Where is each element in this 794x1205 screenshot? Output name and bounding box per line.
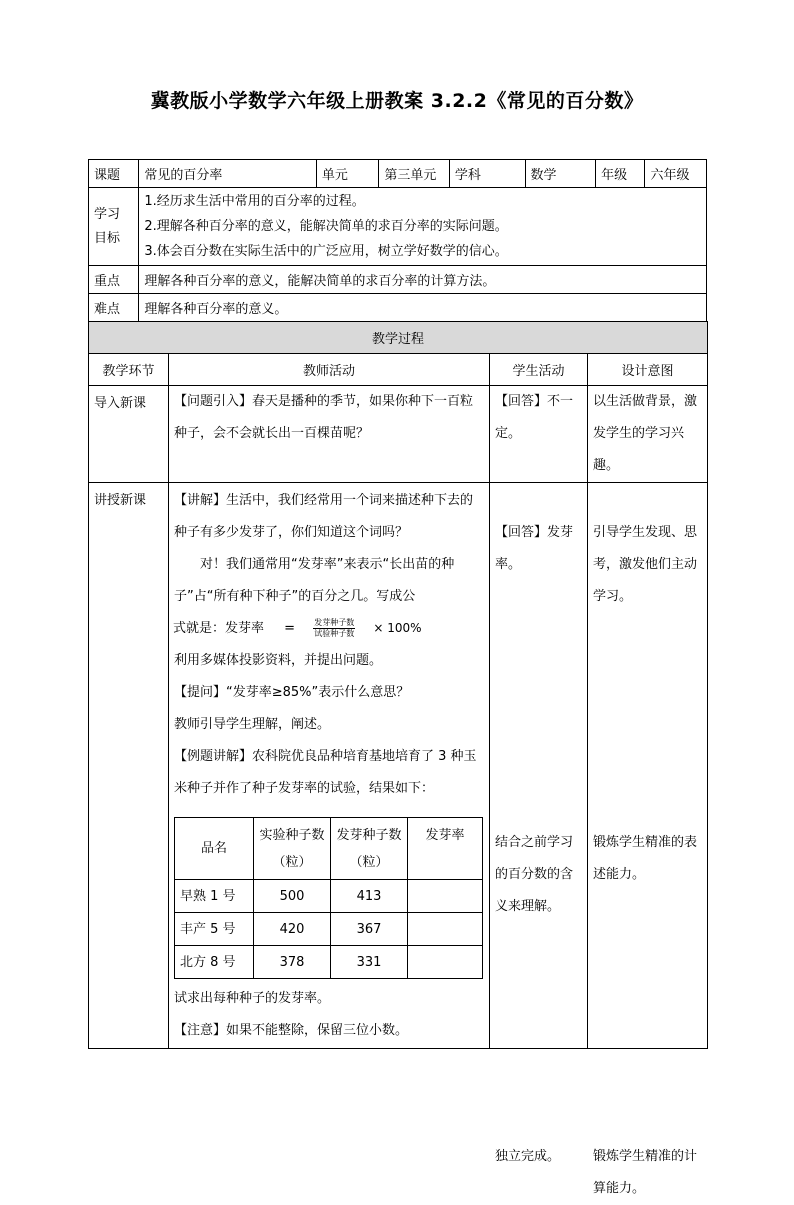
student-understand: 结合之前学习的百分数的含义来理解。 [495, 835, 574, 914]
note-tag: 【注意】 [174, 1023, 227, 1038]
grade-label: 年级 [596, 160, 645, 188]
student-answer: 【回答】发芽率。 [495, 525, 574, 572]
intent-calculation: 锻炼学生精准的计算能力。 [593, 1149, 698, 1196]
explain-para2: 对！我们通常用“发芽率”来表示“长出苗的种子”占“所有种下种子”的百分之几。写成公 [174, 557, 455, 604]
teacher-intro [169, 386, 490, 483]
question-intro-text: 春天是播种的季节，如果你种下一百粒种子，会不会就长出一百棵苗呢？ [174, 394, 474, 441]
objectives-list [139, 188, 707, 266]
formula-right: × 100% [373, 621, 422, 635]
germ-header: 发芽率 [408, 818, 483, 880]
lesson-info-table [88, 159, 707, 322]
germ-header: 实验种子数（粒） [254, 818, 331, 880]
formula-fraction [313, 618, 355, 639]
formula-left: 发芽率 [225, 621, 265, 636]
header-stage: 教学环节 [89, 354, 169, 386]
example-tag: 【例题讲解】 [174, 749, 253, 764]
header-student: 学生活动 [490, 354, 588, 386]
germ-cell: 378 [254, 946, 331, 979]
student-intro [490, 386, 588, 483]
grade-value: 六年级 [645, 160, 707, 188]
intent-intro-text: 以生活做背景，激发学生的学习兴趣。 [593, 394, 698, 473]
germ-header: 发芽种子数（粒） [331, 818, 408, 880]
subject-value: 数学 [525, 160, 596, 188]
explain-tag: 【讲解】 [174, 493, 227, 508]
objective-item: 2.理解各种百分率的意义，能解决简单的求百分率的实际问题。 [144, 219, 508, 234]
unit-label: 单元 [316, 160, 379, 188]
difficulty-label: 难点 [89, 294, 139, 322]
header-intent: 设计意图 [588, 354, 708, 386]
germ-header: 品名 [175, 818, 254, 880]
stage-intro: 导入新课 [89, 386, 169, 483]
intent-discover: 引导学生发现、思考，激发他们主动学习。 [593, 525, 698, 604]
germ-cell [408, 946, 483, 979]
objective-item: 1.经历求生活中常用的百分率的过程。 [144, 194, 365, 209]
topic-value: 常见的百分率 [139, 160, 316, 188]
intent-expression: 锻炼学生精准的表述能力。 [593, 835, 698, 882]
objectives-label [89, 188, 139, 266]
germ-cell [408, 913, 483, 946]
difficulty-text: 理解各种百分率的意义。 [139, 294, 707, 322]
document-title: 冀教版小学数学六年级上册教案 3.2.2《常见的百分数》 [150, 90, 644, 112]
formula-prefix: 式就是： [173, 621, 226, 636]
germination-table [174, 817, 483, 979]
germ-cell: 367 [331, 913, 408, 946]
objectives-label-line2: 目标 [94, 230, 121, 246]
intent-intro [588, 386, 708, 483]
formula-equals: = [284, 621, 296, 636]
question-text: “发芽率≥85%”表示什么意思？ [226, 685, 410, 700]
key-point-text: 理解各种百分率的意义，能解决简单的求百分率的计算方法。 [139, 266, 707, 294]
germ-cell: 420 [254, 913, 331, 946]
germ-cell: 331 [331, 946, 408, 979]
objectives-label-line1: 学习 [94, 206, 121, 222]
germ-cell [408, 880, 483, 913]
formula-denominator: 试验种子数 [314, 629, 355, 638]
objective-item: 3.体会百分数在实际生活中的广泛应用，树立学好数学的信心。 [144, 244, 508, 259]
teaching-process-table [88, 321, 708, 1196]
unit-value: 第三单元 [379, 160, 450, 188]
teacher-new-lesson [169, 483, 490, 1049]
formula-block [173, 612, 422, 644]
germ-cell: 北方 8 号 [175, 946, 254, 979]
stage-new-lesson: 讲授新课 [89, 483, 169, 1049]
task-text: 试求出每种种子的发芽率。 [174, 991, 331, 1006]
guide-text: 教师引导学生理解，阐述。 [174, 717, 331, 732]
key-point-label: 重点 [89, 266, 139, 294]
germ-cell: 丰产 5 号 [175, 913, 254, 946]
explain-text: 生活中，我们经常用一个词来描述种下去的种子有多少发芽了，你们知道这个词吗？ [174, 493, 474, 540]
formula-numerator: 发芽种子数 [314, 618, 355, 627]
student-independent: 独立完成。 [495, 1149, 561, 1164]
intent-new-lesson [588, 483, 708, 1196]
question-tag: 【提问】 [174, 685, 227, 700]
germ-cell: 500 [254, 880, 331, 913]
media-text: 利用多媒体投影资料，并提出问题。 [174, 653, 383, 668]
student-new-lesson [490, 483, 588, 1164]
process-section-title: 教学过程 [89, 322, 708, 354]
question-intro-tag: 【问题引入】 [174, 394, 253, 409]
germ-cell: 早熟 1 号 [175, 880, 254, 913]
germ-cell: 413 [331, 880, 408, 913]
header-teacher: 教师活动 [169, 354, 490, 386]
student-intro-text: 【回答】不一定。 [495, 394, 574, 441]
subject-label: 学科 [449, 160, 525, 188]
example-text: 农科院优良品种培育基地培育了 3 种玉米种子并作了种子发芽率的试验，结果如下： [174, 749, 477, 796]
topic-label: 课题 [89, 160, 139, 188]
note-text: 如果不能整除，保留三位小数。 [226, 1023, 409, 1038]
